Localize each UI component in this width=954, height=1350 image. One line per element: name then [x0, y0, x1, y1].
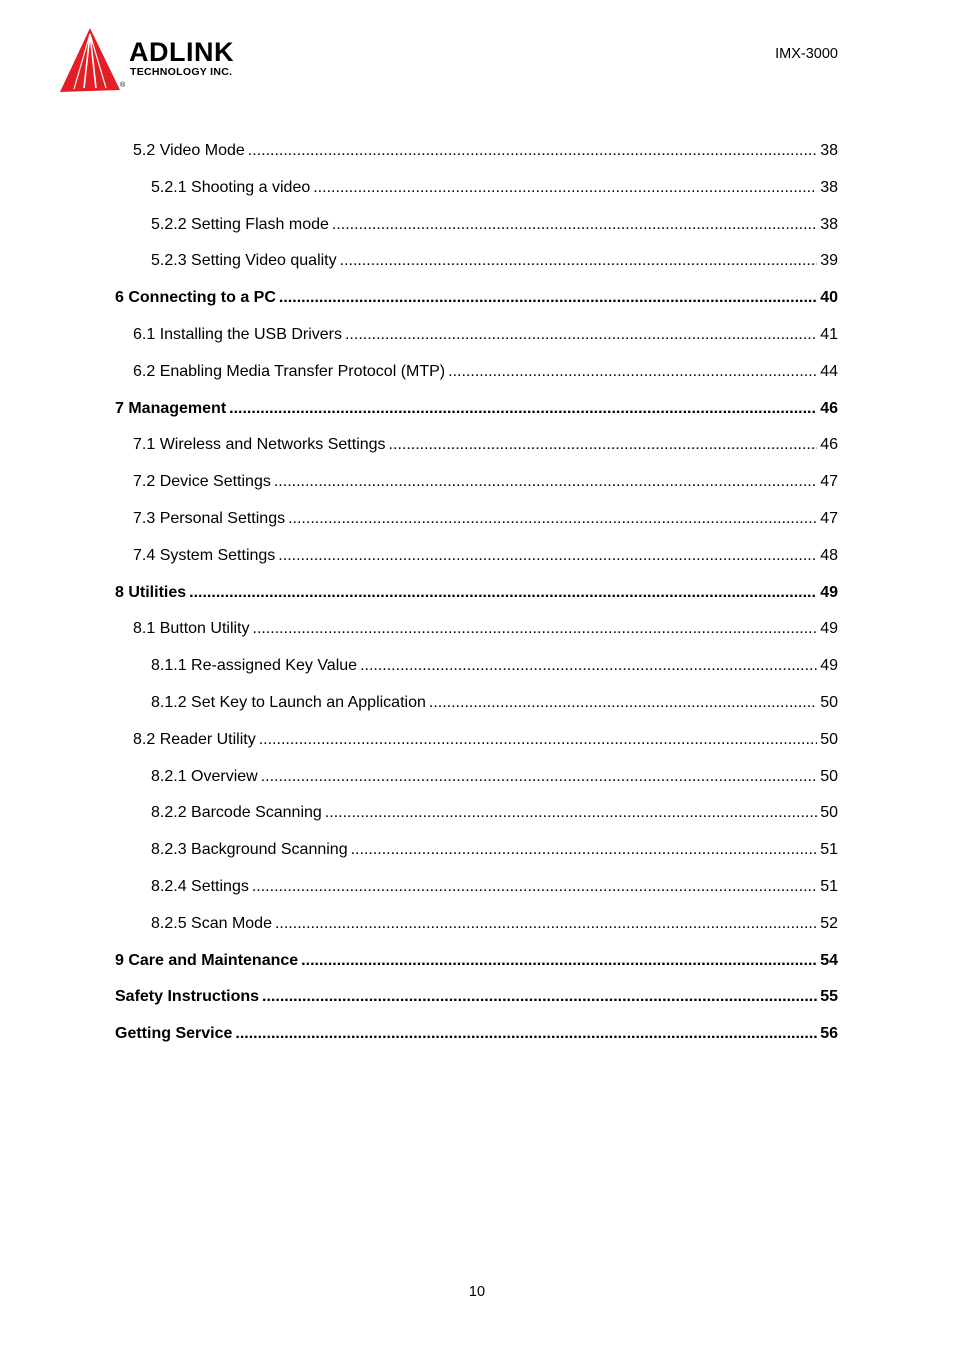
- toc-dot-leader: [252, 869, 817, 906]
- toc-entry[interactable]: [115, 280, 838, 317]
- logo-triangle-icon: [58, 28, 124, 94]
- toc-entry-page: 38: [820, 215, 838, 233]
- toc-dot-leader: [235, 1016, 817, 1053]
- toc-entry[interactable]: [115, 243, 838, 280]
- toc-entry-label: 8 Utilities: [115, 583, 187, 601]
- toc-entry-page: 50: [820, 730, 838, 748]
- toc-entry-label: 8.2.1 Overview: [151, 767, 258, 785]
- toc-entry-label: 7.3 Personal Settings: [133, 509, 286, 527]
- toc-dot-leader: [278, 538, 817, 575]
- brand-name: ADLINK: [129, 37, 234, 67]
- toc-entry-page: 38: [820, 142, 838, 159]
- toc-entry[interactable]: [115, 464, 838, 501]
- toc-entry[interactable]: [115, 1016, 838, 1053]
- toc-dot-leader: [360, 648, 817, 685]
- toc-entry-page: 50: [820, 804, 838, 822]
- toc-entry-page: 54: [820, 951, 838, 969]
- table-of-contents: [115, 133, 838, 1053]
- toc-entry-label: 8.1 Button Utility: [133, 620, 250, 638]
- toc-dot-leader: [313, 170, 817, 207]
- registered-mark: ®: [120, 82, 126, 89]
- toc-entry-page: 48: [820, 546, 838, 564]
- toc-entry-label: 5.2.2 Setting Flash mode: [151, 215, 329, 233]
- toc-entry-page: 39: [820, 252, 838, 270]
- toc-entry-label: 7 Management: [115, 399, 227, 417]
- toc-entry[interactable]: [115, 427, 838, 464]
- toc-entry-page: 55: [820, 988, 838, 1006]
- toc-dot-leader: [332, 207, 817, 244]
- toc-entry[interactable]: [115, 795, 838, 832]
- toc-dot-leader: [345, 317, 817, 354]
- toc-dot-leader: [261, 759, 817, 796]
- toc-entry-page: 38: [820, 178, 838, 196]
- toc-entry[interactable]: [115, 869, 838, 906]
- toc-entry-page: 49: [820, 620, 838, 638]
- toc-dot-leader: [259, 722, 817, 759]
- toc-entry-label: 7.4 System Settings: [133, 546, 276, 564]
- toc-entry-page: 50: [820, 767, 838, 785]
- company-logo: [58, 28, 268, 94]
- toc-dot-leader: [288, 501, 817, 538]
- toc-entry-label: 6.1 Installing the USB Drivers: [133, 325, 342, 343]
- toc-entry[interactable]: [115, 538, 838, 575]
- toc-dot-leader: [229, 391, 817, 428]
- toc-dot-leader: [279, 280, 817, 317]
- toc-entry-label: 5.2.1 Shooting a video: [151, 178, 311, 196]
- toc-entry-label: 9 Care and Maintenance: [115, 951, 299, 969]
- toc-entry[interactable]: [115, 648, 838, 685]
- toc-entry-label: 6.2 Enabling Media Transfer Protocol (MTP): [133, 362, 446, 380]
- toc-entry-page: 47: [820, 509, 838, 527]
- toc-entry-page: 46: [820, 399, 838, 417]
- toc-dot-leader: [429, 685, 817, 722]
- toc-entry-page: 46: [820, 436, 838, 454]
- toc-entry[interactable]: [115, 354, 838, 391]
- toc-entry[interactable]: [115, 391, 838, 428]
- toc-entry-label: 8.2 Reader Utility: [133, 730, 256, 748]
- toc-entry-label: 8.1.1 Re-assigned Key Value: [151, 657, 358, 675]
- toc-entry-page: 51: [820, 841, 838, 859]
- toc-entry[interactable]: [115, 722, 838, 759]
- toc-entry[interactable]: [115, 207, 838, 244]
- toc-entry-label: 8.2.2 Barcode Scanning: [151, 804, 322, 822]
- toc-entry[interactable]: [115, 501, 838, 538]
- page-number: 10: [468, 1284, 486, 1300]
- toc-dot-leader: [340, 243, 818, 280]
- toc-entry-page: 41: [820, 325, 838, 343]
- toc-entry-page: 52: [820, 914, 838, 932]
- toc-entry[interactable]: [115, 170, 838, 207]
- toc-entry-page: 44: [820, 362, 838, 380]
- toc-entry-label: 6 Connecting to a PC: [115, 289, 276, 307]
- toc-entry[interactable]: [115, 133, 838, 170]
- toc-entry-label: 8.2.3 Background Scanning: [151, 841, 348, 859]
- toc-entry[interactable]: [115, 943, 838, 980]
- toc-entry-label: Getting Service: [115, 1025, 233, 1043]
- brand-subtitle: TECHNOLOGY INC.: [130, 66, 233, 78]
- toc-entry-page: 49: [820, 583, 838, 601]
- toc-entry[interactable]: [115, 575, 838, 612]
- toc-dot-leader: [189, 575, 817, 612]
- toc-entry-page: 40: [820, 289, 838, 307]
- toc-entry-page: 49: [820, 657, 838, 675]
- toc-entry[interactable]: [115, 906, 838, 943]
- toc-entry-label: 8.1.2 Set Key to Launch an Application: [151, 693, 426, 711]
- toc-dot-leader: [351, 832, 818, 869]
- toc-dot-leader: [325, 795, 817, 832]
- toc-entry[interactable]: [115, 685, 838, 722]
- toc-dot-leader: [389, 427, 818, 464]
- toc-dot-leader: [248, 133, 817, 170]
- toc-dot-leader: [275, 906, 817, 943]
- product-name: IMX-3000: [775, 46, 838, 62]
- toc-entry-label: 8.2.5 Scan Mode: [151, 914, 272, 932]
- toc-entry-label: 5.2.3 Setting Video quality: [151, 252, 337, 270]
- toc-entry-label: 7.2 Device Settings: [133, 473, 271, 491]
- toc-dot-leader: [301, 943, 817, 980]
- toc-dot-leader: [253, 611, 818, 648]
- toc-entry-page: 51: [820, 877, 838, 895]
- toc-entry-label: 7.1 Wireless and Networks Settings: [133, 436, 386, 454]
- toc-entry[interactable]: [115, 611, 838, 648]
- toc-entry[interactable]: [115, 979, 838, 1016]
- toc-entry-label: 8.2.4 Settings: [151, 877, 249, 895]
- toc-entry-label: Safety Instructions: [115, 988, 260, 1006]
- toc-entry[interactable]: [115, 317, 838, 354]
- toc-entry-page: 56: [820, 1025, 838, 1043]
- toc-entry-label: 5.2 Video Mode: [133, 142, 245, 159]
- toc-entry[interactable]: [115, 759, 838, 796]
- toc-dot-leader: [274, 464, 817, 501]
- toc-dot-leader: [262, 979, 817, 1016]
- toc-dot-leader: [448, 354, 817, 391]
- toc-entry[interactable]: [115, 832, 838, 869]
- toc-entry-page: 47: [820, 473, 838, 491]
- toc-entry-page: 50: [820, 693, 838, 711]
